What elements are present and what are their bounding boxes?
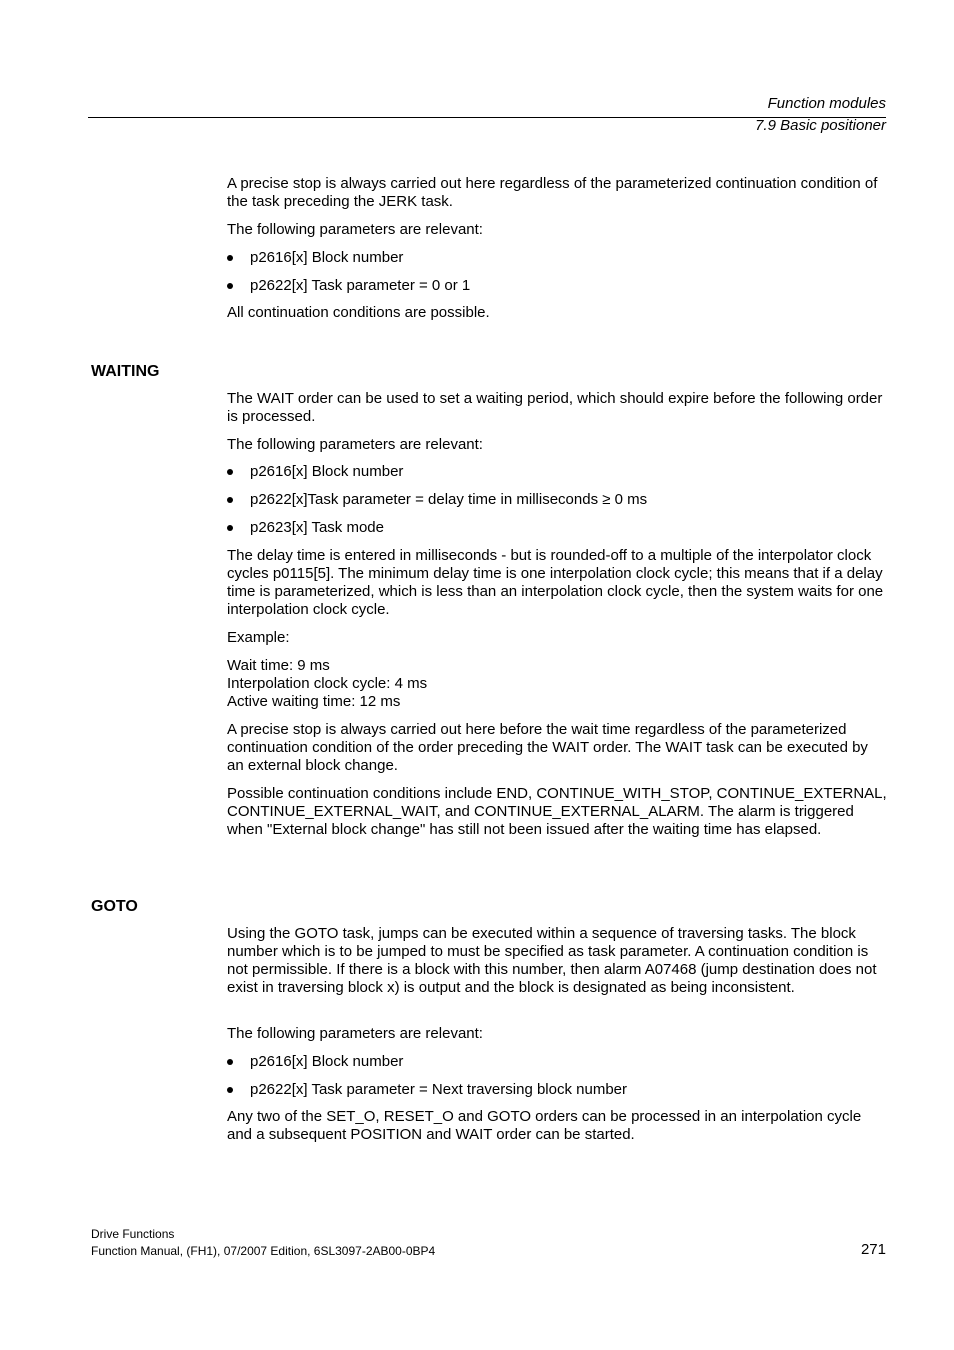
bullet-icon (227, 1087, 233, 1093)
bullet-icon (227, 1059, 233, 1065)
bullet-icon (227, 283, 233, 289)
list-item-text: p2616[x] Block number (250, 1053, 404, 1070)
waiting-paragraph-3: The delay time is entered in milliseconds - but is rounded-off to a multiple of the interpolator clock cycles p0115[5]. The minimum delay time is one interpolation clock cycle; this means that if a delay time is parameterized, which is less than an interpolation clock cycle, then the system waits for one interpolation clock cycle. (227, 547, 884, 618)
list-item-text: p2616[x] Block number (250, 249, 404, 266)
bullet-icon (227, 255, 233, 261)
bullet-icon (227, 497, 233, 503)
goto-paragraph-1: Using the GOTO task, jumps can be executed within a sequence of traversing tasks. The block number which is to be jumped to must be specified as task parameter. A continuation condition is not permissible. If there is a block with this number, then alarm A07468 (jump destination does not exist in traversing block x) is output and the block is designated as being inconsistent. (227, 925, 877, 996)
goto-paragraph-2: The following parameters are relevant: (227, 1025, 483, 1042)
waiting-paragraph-4: Example: (227, 629, 290, 646)
example-line: Active waiting time: 12 ms (227, 693, 401, 710)
goto-heading: GOTO (91, 898, 138, 915)
list-item-text: p2616[x] Block number (250, 463, 404, 480)
intro-paragraph-1: A precise stop is always carried out here regardless of the parameterized continuation condition of the task preceding the JERK task. (227, 175, 878, 210)
waiting-paragraph-1: The WAIT order can be used to set a waiting period, which should expire before the following order is processed. (227, 390, 883, 425)
header-section: 7.9 Basic positioner (755, 117, 886, 134)
header-chapter: Function modules (767, 95, 886, 112)
list-item-text: p2623[x] Task mode (250, 519, 384, 536)
intro-paragraph-2: The following parameters are relevant: (227, 221, 483, 238)
bullet-icon (227, 469, 233, 475)
example-line: Interpolation clock cycle: 4 ms (227, 675, 428, 692)
waiting-paragraph-6: Possible continuation conditions include END, CONTINUE_WITH_STOP, CONTINUE_EXTERNAL, CONTINUE_EXTERNAL_WAIT, and CONTINUE_EXTERNAL_ALARM. The alarm is triggered when "External block change" has still not been issued after the waiting time has elapsed. (227, 785, 887, 838)
waiting-paragraph-2: The following parameters are relevant: (227, 436, 483, 453)
waiting-paragraph-5: A precise stop is always carried out here before the wait time regardless of the parameterized continuation condition of the order preceding the WAIT order. The WAIT task can be executed by an external block change. (227, 721, 868, 774)
footer-title: Drive Functions (91, 1227, 175, 1241)
page-number: 271 (860, 1241, 886, 1258)
list-item-text: p2622[x] Task parameter = Next traversing block number (250, 1081, 627, 1098)
goto-paragraph-3: Any two of the SET_O, RESET_O and GOTO orders can be processed in an interpolation cycle and a subsequent POSITION and WAIT order can be started. (227, 1108, 862, 1143)
waiting-heading: WAITING (91, 363, 160, 380)
bullet-icon (227, 525, 233, 531)
intro-paragraph-3: All continuation conditions are possible. (227, 304, 490, 321)
example-line: Wait time: 9 ms (227, 657, 330, 674)
list-item-text: p2622[x]Task parameter = delay time in milliseconds ≥ 0 ms (250, 491, 648, 508)
list-item-text: p2622[x] Task parameter = 0 or 1 (250, 277, 471, 294)
footer-edition: Function Manual, (FH1), 07/2007 Edition, 6SL3097-2AB00-0BP4 (91, 1244, 436, 1258)
